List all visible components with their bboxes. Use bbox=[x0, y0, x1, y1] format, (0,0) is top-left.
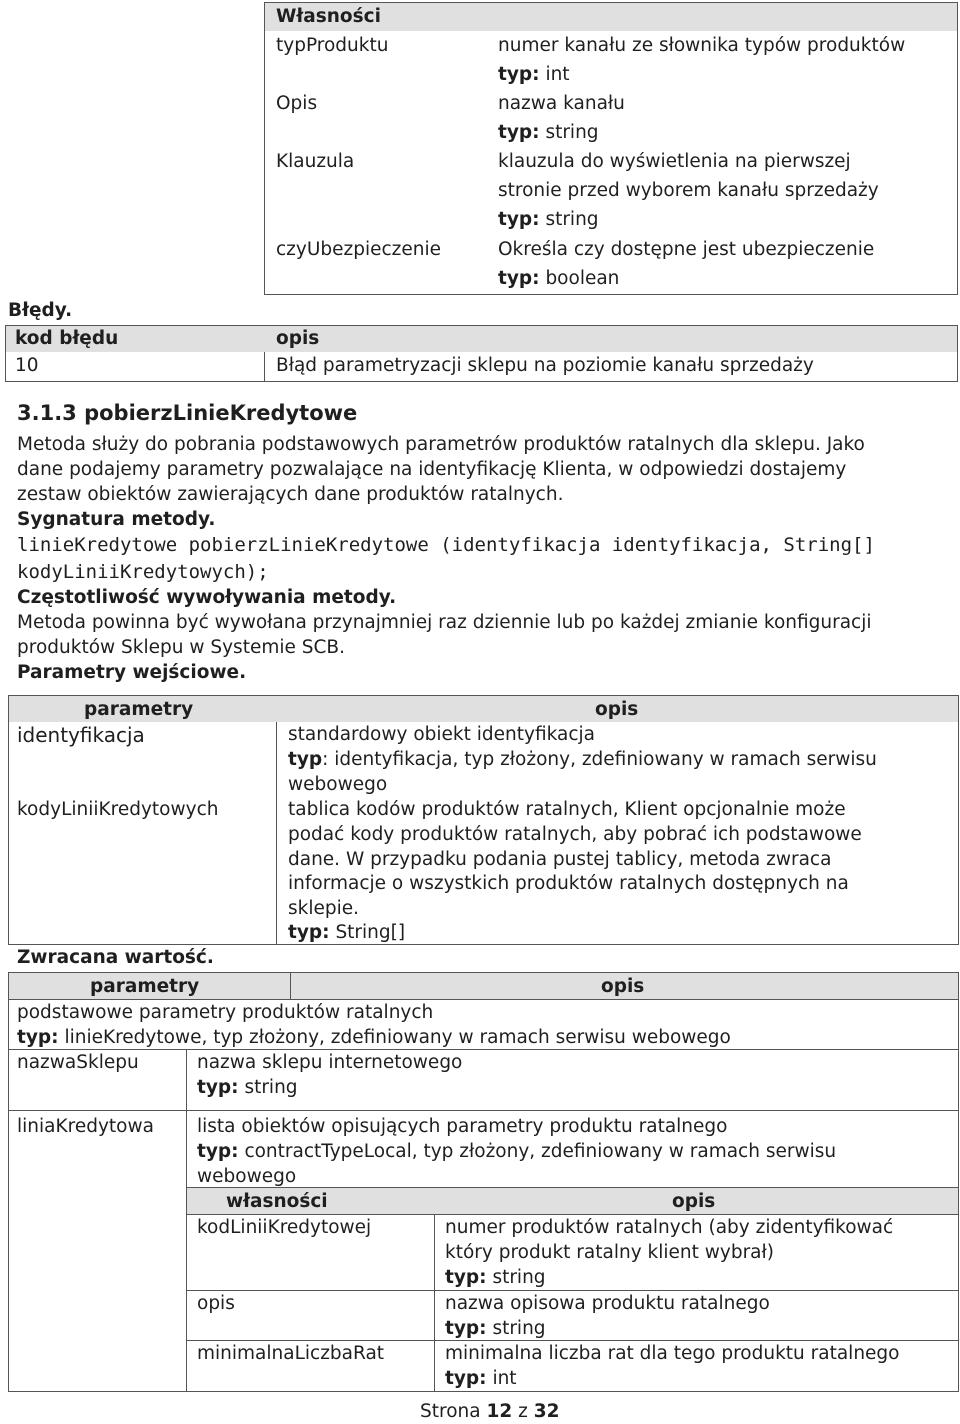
field-type: typ: string bbox=[197, 1077, 298, 1098]
property-type: typ: int bbox=[498, 64, 570, 85]
param-name: identyfikacja bbox=[17, 723, 145, 747]
param-type: typ: identyfikacja, typ złożony, zdefiniowany w ramach serwisu bbox=[288, 749, 877, 770]
intro-line: zestaw obiektów zawierających dane produktów ratalnych. bbox=[17, 484, 564, 505]
sub-field-desc: który produkt ratalny klient wybrał) bbox=[445, 1242, 774, 1263]
return-col-param: parametry bbox=[90, 976, 200, 997]
sub-field-desc: nazwa opisowa produktu ratalnego bbox=[445, 1293, 770, 1314]
param-name: kodyLiniiKredytowych bbox=[17, 799, 219, 820]
property-desc: klauzula do wyświetlenia na pierwszej bbox=[498, 151, 851, 172]
property-desc: numer kanału ze słownika typów produktów bbox=[498, 35, 906, 56]
input-col-desc: opis bbox=[595, 699, 639, 720]
sub-field-name: kodLiniiKredytowej bbox=[197, 1217, 372, 1238]
field-type: typ: contractTypeLocal, typ złożony, zdefiniowany w ramach serwisu bbox=[197, 1141, 837, 1162]
frequency-title: Częstotliwość wywoływania metody. bbox=[17, 587, 397, 608]
signature-line: linieKredytowe pobierzLinieKredytowe (identyfikacja identyfikacja, String[] bbox=[17, 534, 875, 556]
frequency-line: produktów Sklepu w Systemie SCB. bbox=[17, 637, 345, 658]
property-desc: Określa czy dostępne jest ubezpieczenie bbox=[498, 239, 875, 260]
field-type-cont: webowego bbox=[197, 1166, 297, 1187]
errors-col-code: kod błędu bbox=[15, 328, 119, 349]
errors-title: Błędy. bbox=[8, 300, 73, 321]
property-type: typ: boolean bbox=[498, 268, 620, 289]
error-code: 10 bbox=[15, 355, 39, 376]
property-name: czyUbezpieczenie bbox=[276, 239, 441, 260]
signature-line: kodyLiniiKredytowych); bbox=[17, 561, 269, 583]
param-desc: informacje o wszystkich produktów ratalnych dostępnych na bbox=[288, 873, 849, 894]
param-desc: dane. W przypadku podania pustej tablicy, metoda zwraca bbox=[288, 849, 832, 870]
param-desc: standardowy obiekt identyfikacja bbox=[288, 724, 595, 745]
page-footer: Strona 12 z 32 bbox=[420, 1401, 560, 1422]
input-title: Parametry wejściowe. bbox=[17, 662, 247, 683]
sub-field-name: minimalnaLiczbaRat bbox=[197, 1343, 385, 1364]
return-col-desc: opis bbox=[601, 976, 645, 997]
return-title: Zwracana wartość. bbox=[17, 947, 214, 968]
signature-title: Sygnatura metody. bbox=[17, 509, 216, 530]
param-desc: tablica kodów produktów ratalnych, Klient opcjonalnie może bbox=[288, 799, 846, 820]
section-heading: 3.1.3 pobierzLinieKredytowe bbox=[17, 401, 358, 425]
error-desc: Błąd parametryzacji sklepu na poziomie kanału sprzedaży bbox=[276, 355, 814, 376]
field-desc: lista obiektów opisujących parametry produktu ratalnego bbox=[197, 1116, 728, 1137]
param-desc: sklepie. bbox=[288, 898, 360, 919]
param-desc: podać kody produktów ratalnych, aby pobrać ich podstawowe bbox=[288, 824, 862, 845]
sub-field-desc: numer produktów ratalnych (aby zidentyfikować bbox=[445, 1217, 894, 1238]
input-col-param: parametry bbox=[84, 699, 194, 720]
property-desc: stronie przed wyborem kanału sprzedaży bbox=[498, 180, 879, 201]
sub-field-type: typ: string bbox=[445, 1267, 546, 1288]
param-type-cont: webowego bbox=[288, 774, 388, 795]
property-name: typProduktu bbox=[276, 35, 389, 56]
intro-line: dane podajemy parametry pozwalające na identyfikację Klienta, w odpowiedzi dostajemy bbox=[17, 459, 847, 480]
field-name: nazwaSklepu bbox=[17, 1052, 139, 1073]
property-type: typ: string bbox=[498, 209, 599, 230]
return-type: typ: linieKredytowe, typ złożony, zdefiniowany w ramach serwisu webowego bbox=[17, 1027, 731, 1048]
field-name: liniaKredytowa bbox=[17, 1116, 154, 1137]
frequency-line: Metoda powinna być wywołana przynajmniej raz dziennie lub po każdej zmianie konfiguracji bbox=[17, 612, 872, 633]
sub-field-type: typ: string bbox=[445, 1318, 546, 1339]
errors-col-desc: opis bbox=[276, 328, 320, 349]
sub-field-type: typ: int bbox=[445, 1368, 517, 1389]
sub-field-desc: minimalna liczba rat dla tego produktu ratalnego bbox=[445, 1343, 900, 1364]
property-name: Opis bbox=[276, 93, 318, 114]
sub-col-name: własności bbox=[226, 1191, 328, 1212]
sub-field-name: opis bbox=[197, 1293, 235, 1314]
property-name: Klauzula bbox=[276, 151, 355, 172]
intro-line: Metoda służy do pobrania podstawowych parametrów produktów ratalnych dla sklepu. Jako bbox=[17, 434, 865, 455]
return-desc: podstawowe parametry produktów ratalnych bbox=[17, 1002, 434, 1023]
field-desc: nazwa sklepu internetowego bbox=[197, 1052, 463, 1073]
sub-col-desc: opis bbox=[672, 1191, 716, 1212]
properties-header: Własności bbox=[276, 6, 381, 27]
property-type: typ: string bbox=[498, 122, 599, 143]
param-type: typ: String[] bbox=[288, 922, 406, 943]
property-desc: nazwa kanału bbox=[498, 93, 625, 114]
